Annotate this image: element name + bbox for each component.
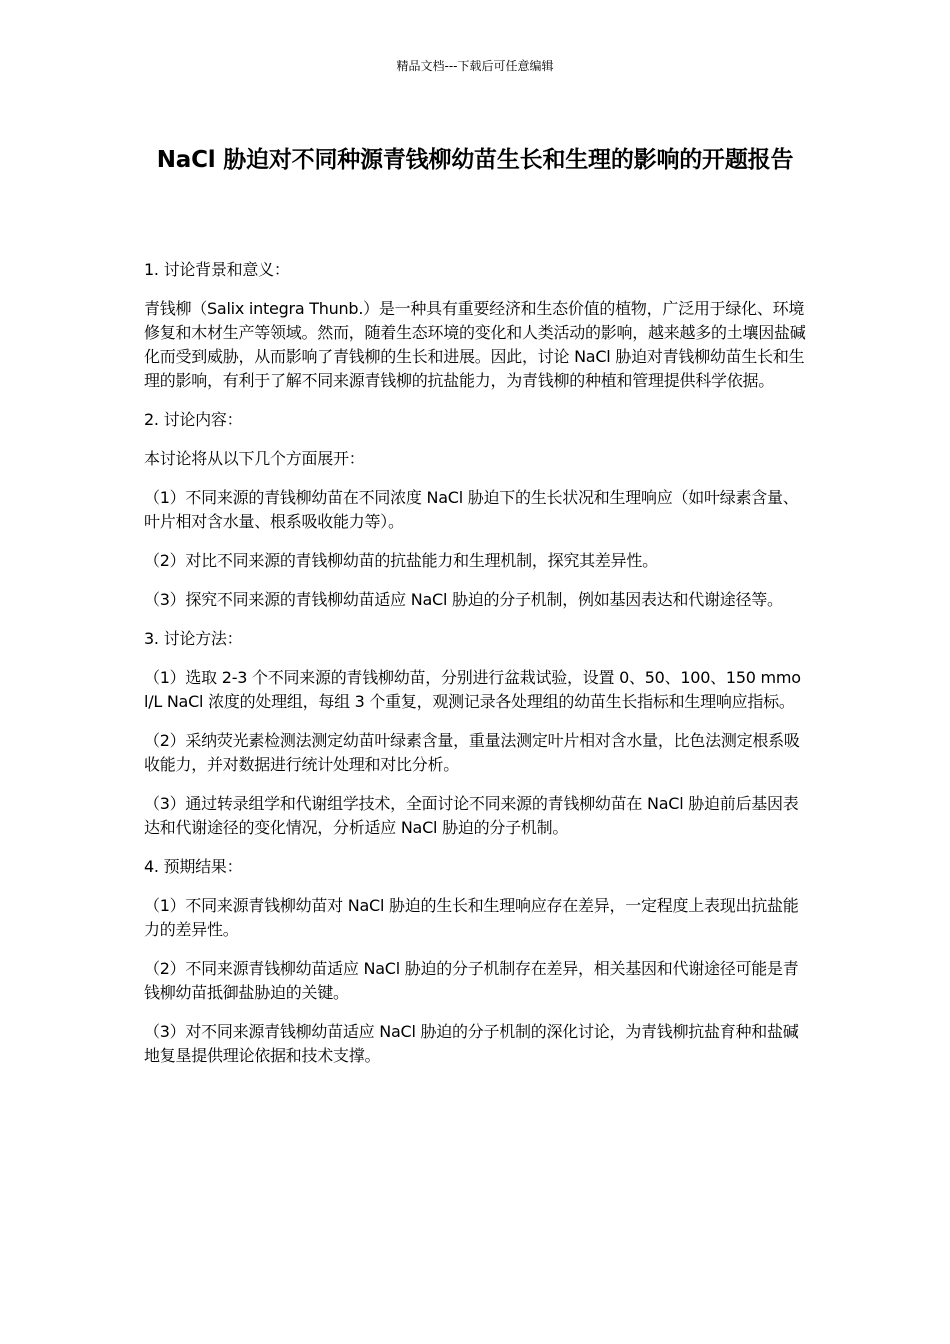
paragraph: （3）对不同来源青钱柳幼苗适应 NaCl 胁迫的分子机制的深化讨论，为青钱柳抗盐育种和盐碱地复垦提供理论依据和技术支撑。 [144, 1022, 799, 1065]
section-heading-content: 2. 讨论内容： [144, 410, 243, 429]
paragraph: （1）不同来源的青钱柳幼苗在不同浓度 NaCl 胁迫下的生长状况和生理响应（如叶绿素含量、叶片相对含水量、根系吸收能力等）。 [144, 488, 799, 531]
document-body [144, 258, 808, 1083]
section-heading-expected-results: 4. 预期结果： [144, 857, 243, 876]
section-heading-background: 1. 讨论背景和意义： [144, 260, 290, 279]
paragraph: （1）选取 2-3 个不同来源的青钱柳幼苗，分别进行盆栽试验，设置 0、50、100、150 mmol/L NaCl 浓度的处理组，每组 3 个重复，观测记录各处理组的幼苗生长指标和生理响应指标。 [144, 668, 801, 711]
paragraph: （2）不同来源青钱柳幼苗适应 NaCl 胁迫的分子机制存在差异，相关基因和代谢途径可能是青钱柳幼苗抵御盐胁迫的关键。 [144, 959, 799, 1002]
section-heading-methods: 3. 讨论方法： [144, 629, 243, 648]
paragraph: （2）采纳荧光素检测法测定幼苗叶绿素含量，重量法测定叶片相对含水量，比色法测定根系吸收能力，并对数据进行统计处理和对比分析。 [144, 731, 800, 774]
paragraph: 青钱柳（Salix integra Thunb.）是一种具有重要经济和生态价值的植物，广泛用于绿化、环境修复和木材生产等领域。然而，随着生态环境的变化和人类活动的影响，越来越多的土壤因盐碱化而受到威胁，从而影响了青钱柳的生长和进展。因此，讨论 NaCl 胁迫对青钱柳幼苗生长和生理的影响，有利于了解不同来源青钱柳的抗盐能力，为青钱柳的种植和管理提供科学依据。 [144, 299, 806, 390]
paragraph: （3）通过转录组学和代谢组学技术，全面讨论不同来源的青钱柳幼苗在 NaCl 胁迫前后基因表达和代谢途径的变化情况，分析适应 NaCl 胁迫的分子机制。 [144, 794, 799, 837]
document-title: NaCl 胁迫对不同种源青钱柳幼苗生长和生理的影响的开题报告 [156, 147, 794, 173]
paragraph: 本讨论将从以下几个方面展开： [144, 449, 365, 468]
paragraph: （3）探究不同来源的青钱柳幼苗适应 NaCl 胁迫的分子机制，例如基因表达和代谢途径等。 [144, 590, 783, 609]
paragraph: （2）对比不同来源的青钱柳幼苗的抗盐能力和生理机制，探究其差异性。 [144, 551, 658, 570]
paragraph: （1）不同来源青钱柳幼苗对 NaCl 胁迫的生长和生理响应存在差异，一定程度上表现出抗盐能力的差异性。 [144, 896, 799, 939]
page-header: 精品文档---下载后可任意编辑 [396, 59, 554, 73]
